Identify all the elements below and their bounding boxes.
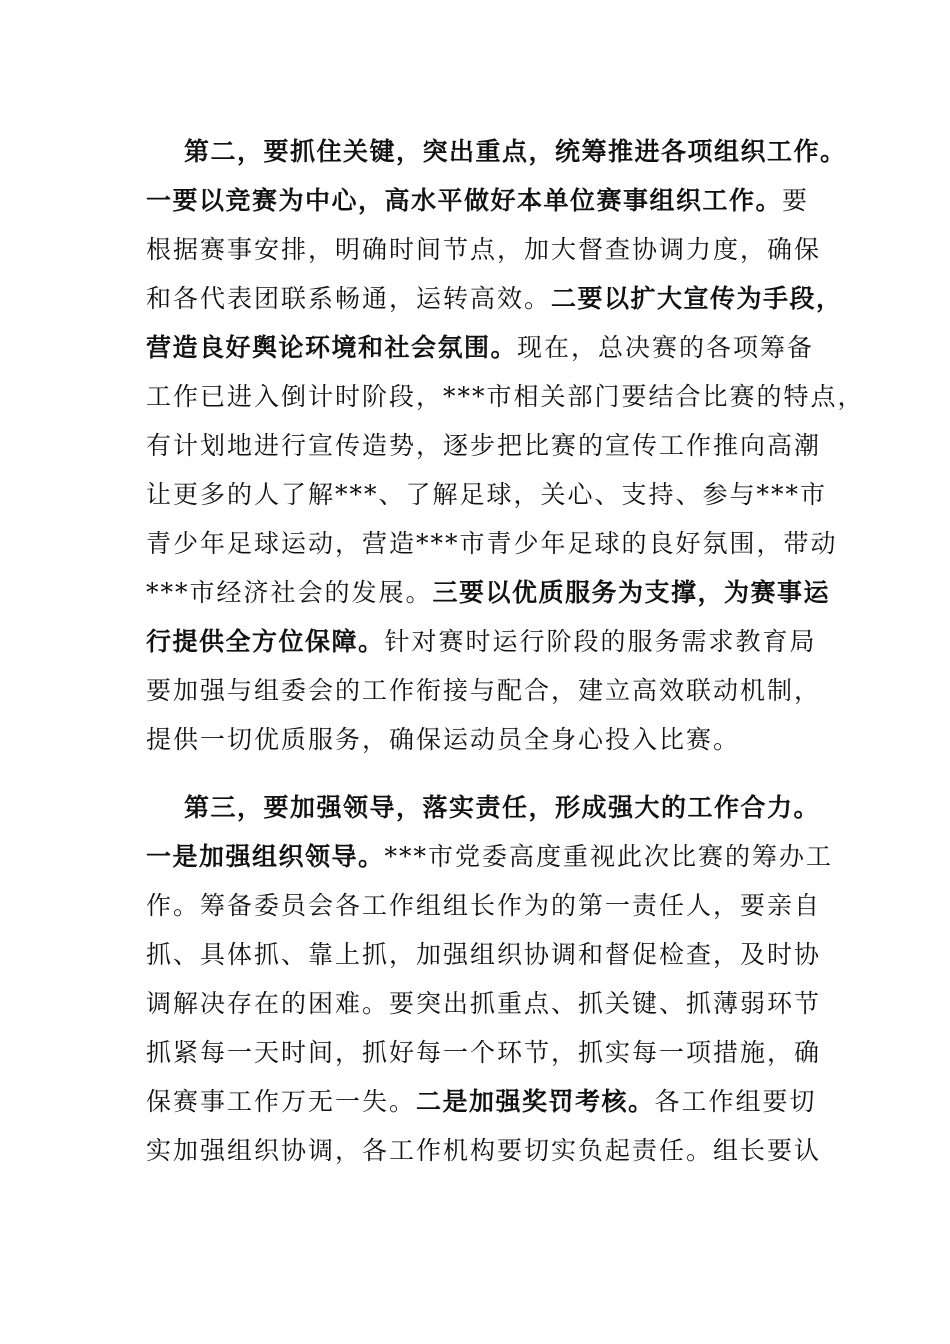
paragraph-line: [146, 181, 826, 221]
body-text: 有计划地进行宣传造势，逐步把比赛的宣传工作推向高潮: [146, 431, 822, 460]
emphasis-text: 一要以竞赛为中心，高水平做好本单位赛事组织工作。: [146, 186, 783, 215]
body-text: 让更多的人了解***、了解足球，关心、支持、参与***市: [146, 480, 828, 509]
emphasis-text: 营造良好舆论环境和社会氛围。: [146, 333, 518, 362]
paragraph-line: [146, 837, 834, 877]
body-text: 现在，总决赛的各项筹备: [517, 333, 815, 362]
section-2-heading: 第二，要抓住关键，突出重点，统筹推进各项组织工作。: [184, 137, 847, 166]
body-text: 和各代表团联系畅通，运转高效。: [146, 284, 552, 313]
paragraph-line: [146, 984, 826, 1024]
body-text: 要: [782, 186, 810, 215]
paragraph-line: [146, 671, 826, 711]
emphasis-text: 行提供全方位保障。: [146, 627, 385, 656]
body-text: 提供一切优质服务，确保运动员全身心投入比赛。: [146, 725, 741, 754]
body-text: 工作已进入倒计时阶段，***市相关部门要结合比赛的特点，: [146, 382, 865, 411]
body-text: ***市经济社会的发展。: [146, 578, 433, 607]
body-text: 根据赛事安排，明确时间节点，加大督查协调力度，确保: [146, 235, 822, 264]
paragraph-line: [146, 1131, 826, 1171]
paragraph-line: [146, 935, 826, 975]
body-text: 要加强与组委会的工作衔接与配合，建立高效联动机制，: [146, 676, 822, 705]
paragraph-line: [146, 279, 843, 319]
paragraph-line: [146, 573, 831, 613]
paragraph-line: [146, 328, 826, 368]
body-text: 各工作组要切: [654, 1087, 817, 1116]
paragraph-line: [146, 1033, 826, 1073]
body-text: 抓紧每一天时间，抓好每一个环节，抓实每一项措施，确: [146, 1038, 822, 1067]
paragraph-line: [146, 426, 826, 466]
emphasis-text: 一是加强组织领导。: [146, 842, 385, 871]
emphasis-text: 二是加强奖罚考核。: [416, 1087, 655, 1116]
paragraph-line: [146, 377, 865, 417]
body-text: 针对赛时运行阶段的服务需求教育局: [384, 627, 817, 656]
paragraph-line: [146, 1082, 826, 1122]
body-text: 抓、具体抓、靠上抓，加强组织协调和督促检查，及时协: [146, 940, 822, 969]
body-text: 实加强组织协调，各工作机构要切实负起责任。组长要认: [146, 1136, 822, 1165]
paragraph-line: [146, 524, 838, 564]
body-text: 调解决存在的困难。要突出抓重点、抓关键、抓薄弱环节: [146, 989, 822, 1018]
paragraph-line: [146, 720, 826, 760]
body-text: 青少年足球运动，营造***市青少年足球的良好氛围，带动: [146, 529, 838, 558]
section-3-heading: 第三，要加强领导，落实责任，形成强大的工作合力。: [184, 793, 821, 822]
paragraph-line: [146, 622, 826, 662]
body-text: ***市党委高度重视此次比赛的筹办工: [384, 842, 834, 871]
paragraph-line: [146, 230, 826, 270]
body-text: 保赛事工作万无一失。: [146, 1087, 417, 1116]
emphasis-text: 三要以优质服务为支撑，为赛事运: [432, 578, 831, 607]
emphasis-text: 二要以扩大宣传为手段，: [551, 284, 843, 313]
paragraph-line: [146, 886, 826, 926]
body-text: 作。筹备委员会各工作组组长作为的第一责任人，要亲自: [146, 891, 822, 920]
paragraph-line: [146, 475, 826, 515]
